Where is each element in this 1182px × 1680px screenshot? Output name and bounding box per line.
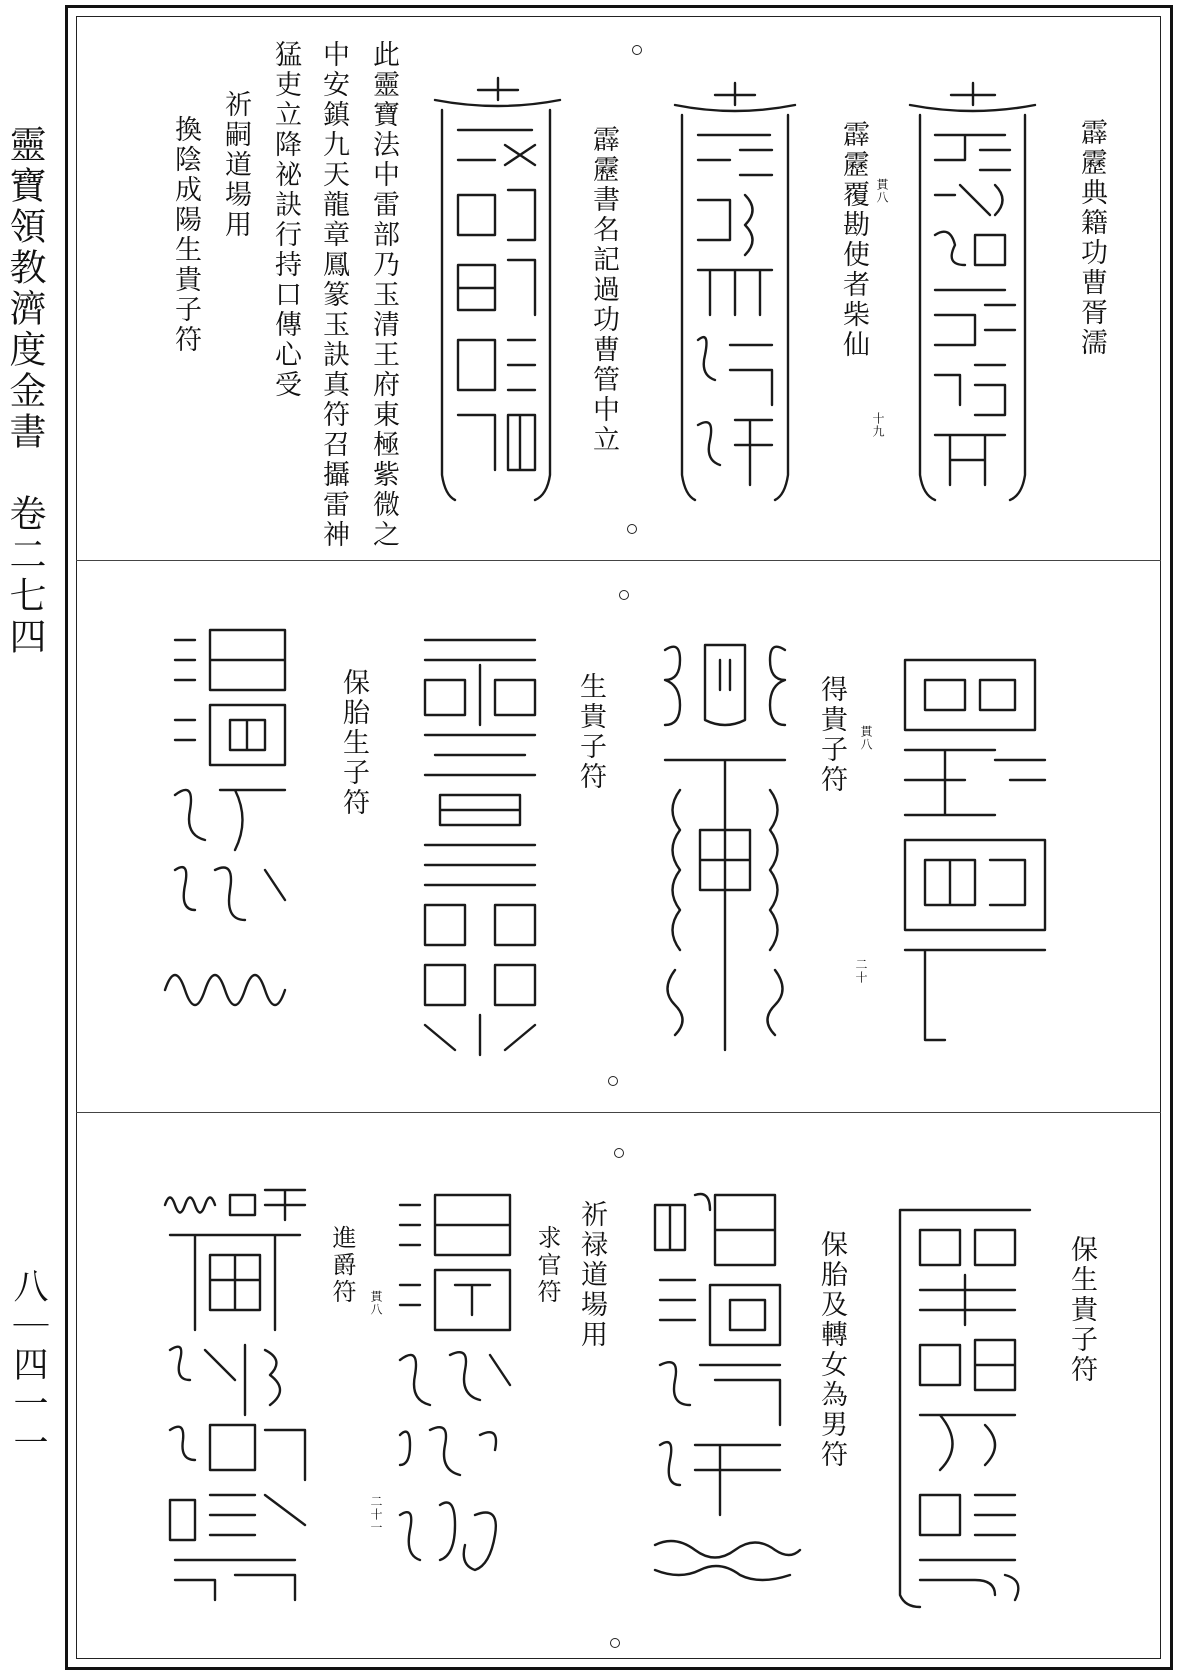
binding-hole — [632, 45, 642, 55]
caption-qilu-daochang: 祈禄道場用 — [576, 1200, 607, 1350]
note-section-number: 二十一 — [369, 1495, 383, 1534]
body-text-line-2: 中安鎮九天龍章鳳篆玉訣真符召攝雷神 — [318, 40, 349, 550]
talisman-seal-11 — [155, 1180, 315, 1610]
binding-hole — [610, 1638, 620, 1648]
body-text-line-4: 祈嗣道場用 — [220, 90, 251, 240]
caption-dianji-gongcao: 霹靂典籍功曹胥濡 — [1076, 118, 1107, 358]
talisman-seal-7 — [155, 620, 305, 1040]
page-number: 八｜四一一 — [8, 1268, 48, 1463]
talisman-seal-3 — [420, 70, 575, 510]
caption-de-guizi-fu: 得貴子符 — [816, 675, 847, 795]
book-title: 靈寶領教濟度金書 卷二七四 — [3, 125, 46, 658]
caption-baotai-shengzi-fu: 保胎生子符 — [338, 668, 369, 818]
binding-hole — [614, 1148, 624, 1158]
note-section-number: 二十 — [854, 958, 868, 984]
panel-divider-1 — [76, 560, 1161, 561]
binding-hole — [619, 590, 629, 600]
panel-divider-2 — [76, 1112, 1161, 1113]
talisman-seal-10 — [380, 1185, 530, 1605]
caption-jinjue-fu: 進爵符 — [328, 1225, 356, 1306]
talisman-seal-2 — [660, 75, 810, 510]
body-text-line-3: 猛吏立降祕訣行持口傳心受 — [270, 40, 301, 400]
talisman-seal-8 — [885, 1195, 1045, 1615]
caption-baosheng-guizi-fu: 保生貴子符 — [1066, 1235, 1097, 1385]
binding-hole — [627, 524, 637, 534]
body-text-line-1: 此靈寶法中雷部乃玉清王府東極紫微之 — [368, 40, 399, 550]
note-guan-ba: 貫八 — [369, 1290, 383, 1316]
caption-qiuguan-fu: 求官符 — [533, 1225, 561, 1306]
note-guan-ba: 貫八 — [875, 178, 889, 204]
caption-fukan-shizhe: 霹靂覆勘使者柴仙 — [838, 120, 869, 360]
caption-sheng-guizi-fu: 生貴子符 — [575, 672, 606, 792]
caption-baotai-zhuannv-fu: 保胎及轉女為男符 — [816, 1230, 847, 1470]
note-section-number: 十九 — [871, 412, 885, 438]
body-text-line-5: 換陰成陽生貴子符 — [170, 115, 201, 355]
talisman-seal-1 — [895, 75, 1050, 510]
talisman-seal-5 — [650, 630, 800, 1060]
talisman-seal-6 — [405, 625, 555, 1065]
note-guan-ba: 貫八 — [859, 725, 873, 751]
caption-shuming-gongcao: 霹靂書名記過功曹管中立 — [588, 125, 619, 455]
talisman-seal-4 — [885, 640, 1060, 1060]
talisman-seal-9 — [640, 1185, 810, 1605]
binding-hole — [608, 1076, 618, 1086]
